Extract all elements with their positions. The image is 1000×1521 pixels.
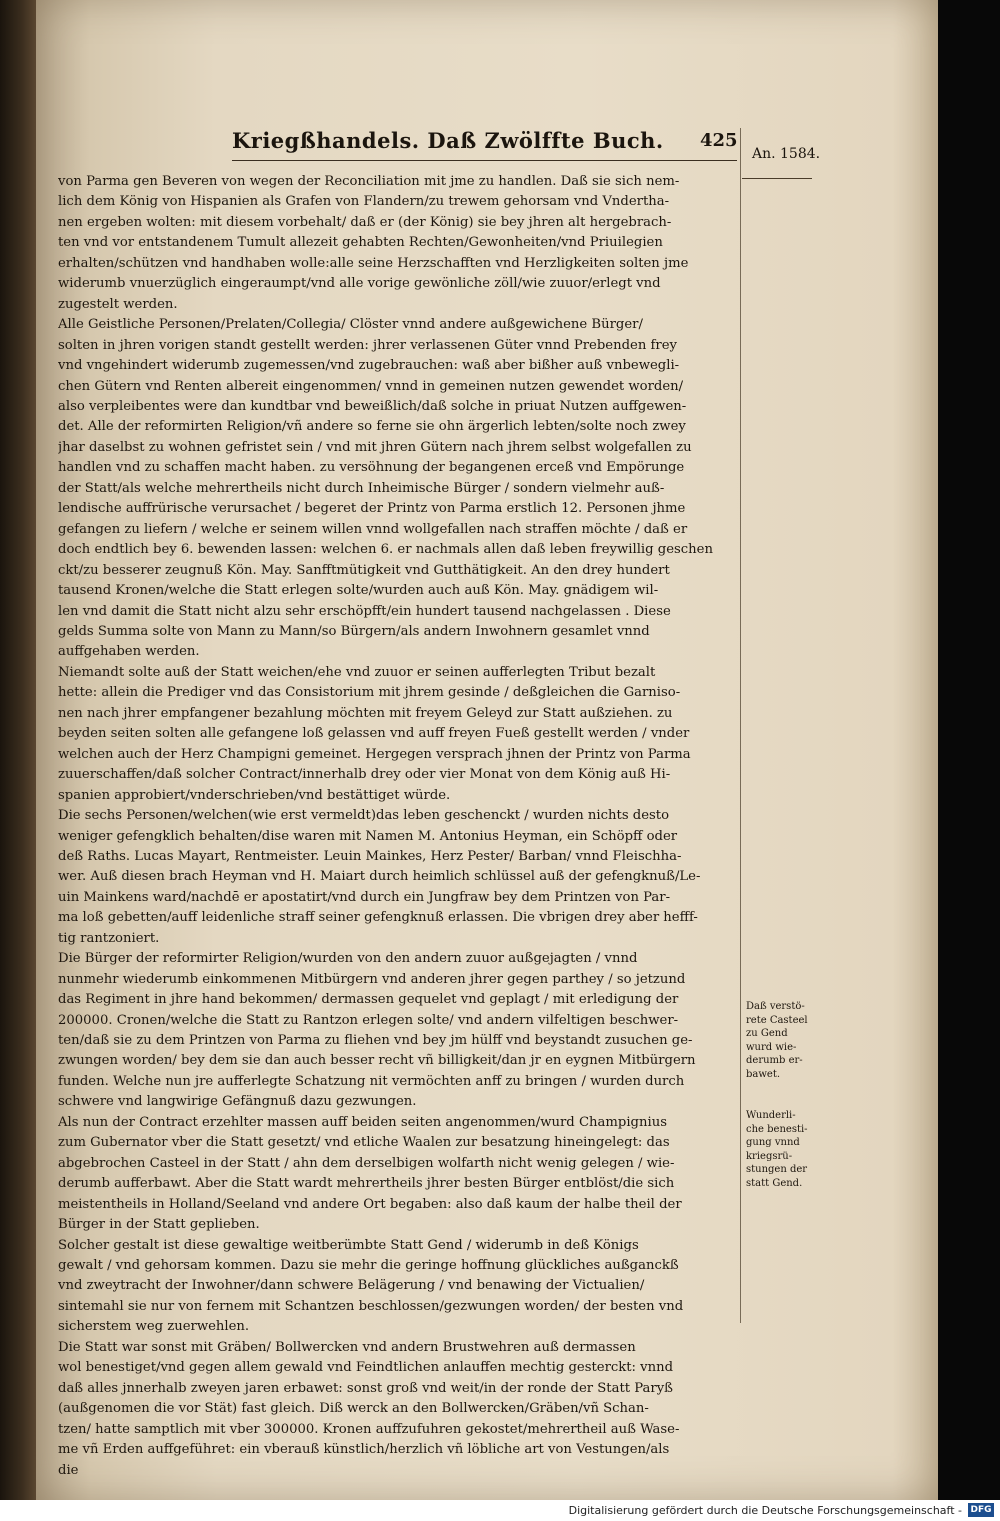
header-rule <box>232 160 737 161</box>
text-line: abgebrochen Casteel in der Statt / ahn dem derselbigen wolfarth nicht wenig gelegen / wie- <box>58 1155 675 1171</box>
text-line: erhalten/schützen vnd handhaben wolle:alle seine Herzschafften vnd Herzligkeiten solten jme <box>58 255 689 271</box>
text-line: also verpleibentes were dan kundtbar vnd beweißlich/daß solche in priuat Nutzen auffgewen- <box>58 398 687 414</box>
text-line: nen ergeben wolten: mit diesem vorbehalt/ daß er (der König) sie bey jhren alt hergebrach- <box>58 214 672 230</box>
text-line: lich dem König von Hispanien als Grafen von Flandern/zu trewem gehorsam vnd Vndertha- <box>58 194 670 210</box>
text-line: Die sechs Personen/welchen(wie erst vermeldt)das leben geschenckt / wurden nichts desto <box>58 808 670 824</box>
side-note-line: stungen der <box>746 1164 808 1175</box>
text-line: gefangen zu liefern / welche er seinem willen vnnd wollgefallen nach straffen möchte / daß er <box>58 521 688 537</box>
text-line: Bürger in der Statt geplieben. <box>58 1217 260 1233</box>
text-line: Die Statt war sonst mit Gräben/ Bollwercken vnd andern Brustwehren auß dermassen <box>58 1339 636 1355</box>
text-line: der Statt/als welche mehrertheils nicht durch Inheimische Bürger / sondern vielmehr auß- <box>58 480 665 496</box>
text-line: tzen/ hatte samptlich mit vber 300000. Kronen auffzufuhren gekostet/mehrertheil auß Wase- <box>58 1421 680 1437</box>
text-line: beyden seiten solten alle gefangene loß gelassen vnd auff freyen Fueß gestellt werden / vnder <box>58 726 690 742</box>
year-annotation: An. 1584. <box>752 146 821 162</box>
text-line: gelds Summa solte von Mann zu Mann/so Bürgern/als andern Inwohnern gesamlet vnnd <box>58 623 650 639</box>
body-text <box>58 172 738 1481</box>
book-gutter <box>0 0 36 1500</box>
side-note-line: che benesti- <box>746 1123 808 1135</box>
running-title: Kriegßhandels. Daß Zwölffte Buch. <box>232 128 664 153</box>
text-line: welchen auch der Herz Champigni gemeinet. Hergegen versprach jhnen der Printz von Parma <box>58 746 691 762</box>
side-note-line: rete Casteel <box>746 1014 808 1026</box>
side-note-line: wurd wie- <box>746 1041 797 1053</box>
page-header <box>232 128 742 168</box>
text-line: ma loß gebetten/auff leidenliche straff seiner gefengknuß erlassen. Die vbrigen drey aber hefff- <box>58 910 698 926</box>
side-note-line: derumb er- <box>746 1055 803 1066</box>
text-line: Alle Geistliche Personen/Prelaten/Collegia/ Clöster vnnd andere außgewichene Bürger/ <box>58 317 643 333</box>
dfg-logo: DFG <box>968 1503 994 1517</box>
text-line: doch endtlich bey 6. bewenden lassen: welchen 6. er nachmals allen daß leben freywillig geschen <box>58 542 713 558</box>
text-line: schwere vnd langwirige Gefängnuß dazu gezwungen. <box>58 1094 417 1110</box>
text-line: weniger gefengklich behalten/dise waren mit Namen M. Antonius Heyman, ein Schöpff oder <box>58 828 678 844</box>
text-line: tausend Kronen/welche die Statt erlegen solte/wurden auch auß Kön. May. gnädigem wil- <box>58 583 659 599</box>
text-line: nen nach jhrer empfangener bezahlung möchten mit freyem Geleyd zur Statt außziehen. zu <box>58 705 673 721</box>
text-line: zwungen worden/ bey dem sie dan auch besser recht vñ billigkeit/dan jr en eygnen Mitbürgern <box>58 1053 696 1069</box>
text-line: Solcher gestalt ist diese gewaltige weitberümbte Statt Gend / widerumb in deß Königs <box>58 1237 639 1253</box>
text-line: sintemahl sie nur von fernem mit Schantzen beschlossen/gezwungen worden/ der besten vnd <box>58 1298 684 1314</box>
text-line: 200000. Cronen/welche die Statt zu Rantzon erlegen solte/ vnd andern vilfeltigen beschwer- <box>58 1012 679 1028</box>
text-line: uin Mainkens ward/nachdē er apostatirt/vnd durch ein Jungfraw bey dem Printzen von Par- <box>58 889 671 905</box>
text-line: funden. Welche nun jre aufferlegte Schatzung nit vermöchten anff zu bringen / wurden durch <box>58 1073 685 1089</box>
text-line: daß alles jnnerhalb zweyen jaren erbawet: sonst groß vnd weit/in der ronde der Statt Paryß <box>58 1380 673 1396</box>
text-line: handlen vnd zu schaffen macht haben. zu versöhnung der begangenen erceß vnd Empörunge <box>58 460 685 476</box>
text-line: von Parma gen Beveren von wegen der Reconciliation mit jme zu handlen. Daß sie sich nem- <box>58 174 680 189</box>
text-line: derumb aufferbawt. Aber die Statt wardt mehrertheils jhrer besten Bürger entblöst/die sich <box>58 1176 675 1192</box>
side-note-fortification <box>746 1109 816 1190</box>
margin-rule <box>740 128 741 1323</box>
text-line: auffgehaben werden. <box>58 644 200 660</box>
footer-credit: Digitalisierung gefördert durch die Deutsche Forschungsgemeinschaft - <box>568 1504 962 1517</box>
side-note-line: Daß verstö- <box>746 1001 805 1012</box>
side-note-line: gung vnnd <box>746 1137 800 1148</box>
side-note-line: bawet. <box>746 1068 781 1080</box>
text-line: vnd zweytracht der Inwohner/dann schwere Belägerung / vnd benawing der Victualien/ <box>58 1278 645 1294</box>
text-line: tig rantzoniert. <box>58 930 160 946</box>
text-line: det. Alle der reformirten Religion/vñ andere so ferne sie ohn ärgerlich lebten/solte noch zwey <box>58 419 686 435</box>
text-line: ckt/zu besserer zeugnuß Kön. May. Sanfftmütigkeit vnd Gutthätigkeit. An den drey hundert <box>58 562 670 578</box>
side-note-line: Wunderli- <box>746 1110 796 1121</box>
text-line: das Regiment in jhre hand bekommen/ dermassen gequelet vnd geplagt / mit erledigung der <box>58 992 679 1008</box>
text-line: zugestelt werden. <box>58 296 178 312</box>
text-line: sicherstem weg zuerwehlen. <box>58 1319 250 1335</box>
text-line: ten/daß sie zu dem Printzen von Parma zu fliehen vnd bey jm hülff vnd beystandt zusuchen ge- <box>58 1033 693 1049</box>
text-line: vnd vngehindert widerumb zugemessen/vnd zugebrauchen: waß aber bißher auß vnbewegli- <box>58 358 680 374</box>
text-line: gewalt / vnd gehorsam kommen. Dazu sie mehr die geringe hoffnung glückliches außganckß <box>58 1258 679 1274</box>
text-line: zum Gubernator vber die Statt gesetzt/ vnd etliche Waalen zur besatzung hineingelegt: das <box>58 1135 670 1151</box>
text-line: jhar daselbst zu wohnen gefristet sein / vnd mit jhren Gütern nach jhrem selbst wolgefallen zu <box>58 439 692 455</box>
scan-background <box>938 0 1000 1500</box>
text-line: widerumb vnuerzüglich eingeraumpt/vnd alle vorige gewönliche zöll/wie zuuor/erlegt vnd <box>58 276 661 292</box>
text-line: spanien approbiert/vnderschrieben/vnd bestättiget würde. <box>58 787 451 803</box>
text-line: wer. Auß diesen brach Heyman vnd H. Maiart durch heimlich schlüssel auß der gefengknuß/Le- <box>58 869 701 885</box>
margin-rule-top <box>742 178 812 179</box>
text-line: wol benestiget/vnd gegen allem gewald vnd Feindtlichen anlauffen mechtig gesterckt: vnnd <box>58 1360 674 1376</box>
text-line: Die Bürger der reformirter Religion/wurden von den andern zuuor außgejagten / vnnd <box>58 951 638 967</box>
text-line: (außgenomen die vor Stät) fast gleich. Diß werck an den Bollwercken/Gräben/vñ Schan- <box>58 1401 649 1417</box>
side-note-castle <box>746 1000 816 1081</box>
text-line: lendische auffrürische verursachet / begeret der Printz von Parma erstlich 12. Personen jhme <box>58 501 686 517</box>
text-line: die <box>58 1462 79 1478</box>
text-line: chen Gütern vnd Renten albereit eingenommen/ vnnd in gemeinen nutzen gewendet worden/ <box>58 378 684 394</box>
text-line: nunmehr wiederumb einkommenen Mitbürgern vnd anderen jhrer gegen parthey / so jetzund <box>58 971 686 987</box>
text-line: hette: allein die Prediger vnd das Consistorium mit jhrem gesinde / deßgleichen die Garniso- <box>58 685 681 701</box>
text-line: meistentheils in Holland/Seeland vnd andere Ort begaben: also daß kaum der halbe theil der <box>58 1196 682 1212</box>
text-line: ten vnd vor entstandenem Tumult allezeit gehabten Rechten/Gewonheiten/vnd Priuilegien <box>58 235 663 251</box>
text-line: solten in jhren vorigen standt gestellt werden: jhrer verlassenen Güter vnnd Prebenden frey <box>58 337 677 353</box>
page-number: 425 <box>700 130 738 151</box>
text-line: Als nun der Contract erzehlter massen auff beiden seiten angenommen/wurd Champignius <box>58 1114 667 1130</box>
side-note-line: kriegsrü- <box>746 1150 793 1162</box>
side-note-line: zu Gend <box>746 1028 788 1039</box>
text-line: len vnd damit die Statt nicht alzu sehr erschöpfft/ein hundert tausend nachgelassen . Diese <box>58 603 671 619</box>
text-line: Niemandt solte auß der Statt weichen/ehe vnd zuuor er seinen aufferlegten Tribut bezalt <box>58 664 656 680</box>
side-note-line: statt Gend. <box>746 1177 803 1189</box>
text-line: deß Raths. Lucas Mayart, Rentmeister. Leuin Mainkes, Herz Pester/ Barban/ vnnd Fleischha- <box>58 848 682 864</box>
text-line: zuuerschaffen/daß solcher Contract/innerhalb drey oder vier Monat von dem König auß Hi- <box>58 767 671 783</box>
text-line: me vñ Erden auffgeführet: ein vberauß künstlich/herzlich vñ löbliche art von Vestungen/als <box>58 1442 670 1458</box>
footer-bar <box>0 1500 1000 1521</box>
